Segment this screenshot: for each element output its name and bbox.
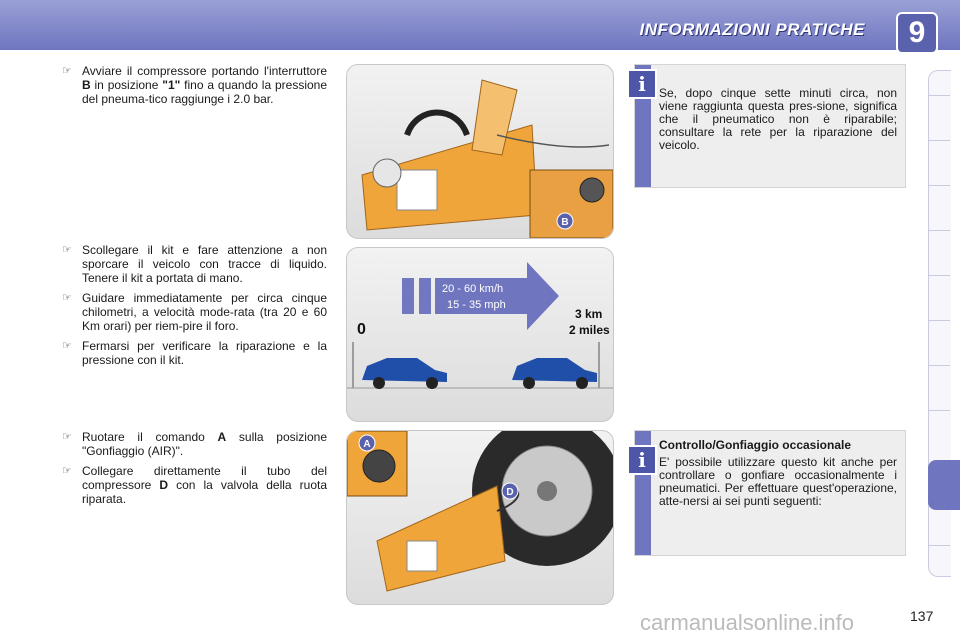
callout-d-label: D bbox=[506, 487, 514, 498]
distance-km-label: 3 km bbox=[575, 307, 603, 321]
hand-pointer-icon: ☞ bbox=[62, 292, 72, 304]
kit-body bbox=[377, 486, 505, 591]
illustration-compressor-switch bbox=[346, 64, 614, 239]
inflate-wheel-drawing bbox=[347, 431, 613, 604]
hand-pointer-icon: ☞ bbox=[62, 244, 72, 256]
hand-pointer-icon: ☞ bbox=[62, 65, 72, 77]
wheel-hub bbox=[537, 481, 557, 501]
kit-gauge bbox=[373, 159, 401, 187]
illustration-drive-distance bbox=[346, 247, 614, 422]
page-header bbox=[0, 0, 960, 50]
instructions-block-1 bbox=[62, 64, 327, 112]
list-item: ☞ Fermarsi per verificare la riparazione e la pressione con il kit. bbox=[62, 339, 327, 367]
list-item: ☞ Ruotare il comando A sulla posizione "Gonfiaggio (AIR)". bbox=[62, 430, 327, 458]
car-wheel bbox=[373, 377, 385, 389]
air-dial bbox=[363, 450, 395, 482]
info-icon: i bbox=[627, 445, 657, 475]
list-item: ☞ Avviare il compressore portando l'interruttore B in posizione "1" fino a quando la pressione del pneuma-tico raggiunge i 2.0 bar. bbox=[62, 64, 328, 106]
distance-miles-label: 2 miles bbox=[569, 323, 610, 337]
hand-pointer-icon: ☞ bbox=[62, 340, 72, 352]
drive-distance-drawing bbox=[347, 248, 613, 421]
kit-label-sticker bbox=[407, 541, 437, 571]
kit-handle bbox=[407, 113, 467, 136]
rail-divider bbox=[928, 545, 950, 546]
instructions-block-2 bbox=[62, 243, 327, 373]
page-number: 137 bbox=[910, 608, 934, 624]
switch-knob bbox=[580, 178, 604, 202]
illustration-inflate-wheel bbox=[346, 430, 614, 605]
speed-kmh-label: 20 - 60 km/h bbox=[442, 283, 504, 295]
section-title: INFORMAZIONI PRATICHE bbox=[639, 20, 865, 39]
info-text: Se, dopo cinque sette minuti circa, non viene raggiunta questa pres-sione, significa che il pneumatico non è riparabile; consultare la rete per la riparazione del veicolo. bbox=[659, 86, 897, 152]
info-title: Controllo/Gonfiaggio occasionale bbox=[659, 438, 852, 452]
speed-arrow bbox=[435, 262, 559, 330]
list-item: ☞ Guidare immediatamente per circa cinque chilometri, a velocità mode-rata (tra 20 e 60 Km orari) per riem-pire il foro. bbox=[62, 291, 327, 333]
info-box-pressure-warning bbox=[634, 64, 906, 188]
rail-divider bbox=[928, 185, 950, 186]
rail-divider bbox=[928, 275, 950, 276]
hand-pointer-icon: ☞ bbox=[62, 465, 72, 477]
callout-a-label: A bbox=[363, 439, 371, 450]
list-item: ☞ Scollegare il kit e fare attenzione a non sporcare il veicolo con tracce di liquido. Tenere il kit a portata di mano. bbox=[62, 243, 327, 285]
car-wheel bbox=[523, 377, 535, 389]
callout-b-label: B bbox=[561, 217, 569, 228]
arrow-stripe bbox=[419, 278, 431, 314]
rail-divider bbox=[928, 140, 950, 141]
rail-divider bbox=[928, 230, 950, 231]
compressor-kit-drawing bbox=[347, 65, 613, 238]
chapter-tab-active[interactable] bbox=[928, 460, 960, 510]
kit-label-sticker bbox=[397, 170, 437, 210]
instructions-block-3 bbox=[62, 430, 327, 512]
rail-divider bbox=[928, 95, 950, 96]
switch-detail-inset bbox=[530, 170, 613, 238]
arrow-stripe bbox=[402, 278, 414, 314]
speed-mph-label: 15 - 35 mph bbox=[447, 299, 506, 311]
list-item: ☞ Collegare direttamente il tubo del compressore D con la valvola della ruota riparata. bbox=[62, 464, 327, 506]
info-icon: i bbox=[627, 69, 657, 99]
footer-watermark: carmanualsonline.info bbox=[640, 610, 855, 635]
info-text: E' possibile utilizzare questo kit anche per controllare o gonfiare occasionalmente i pneumatici. Per effettuare quest'operazione, atte-nersi ai sei punti seguenti: bbox=[659, 455, 897, 508]
hand-pointer-icon: ☞ bbox=[62, 431, 72, 443]
info-box-occasional-inflation bbox=[634, 430, 906, 556]
rail-divider bbox=[928, 320, 950, 321]
car-wheel bbox=[426, 377, 438, 389]
chapter-badge: 9 bbox=[896, 12, 938, 54]
rail-divider bbox=[928, 410, 950, 411]
rail-divider bbox=[928, 365, 950, 366]
start-distance-label: 0 bbox=[357, 321, 366, 338]
car-wheel bbox=[576, 377, 588, 389]
